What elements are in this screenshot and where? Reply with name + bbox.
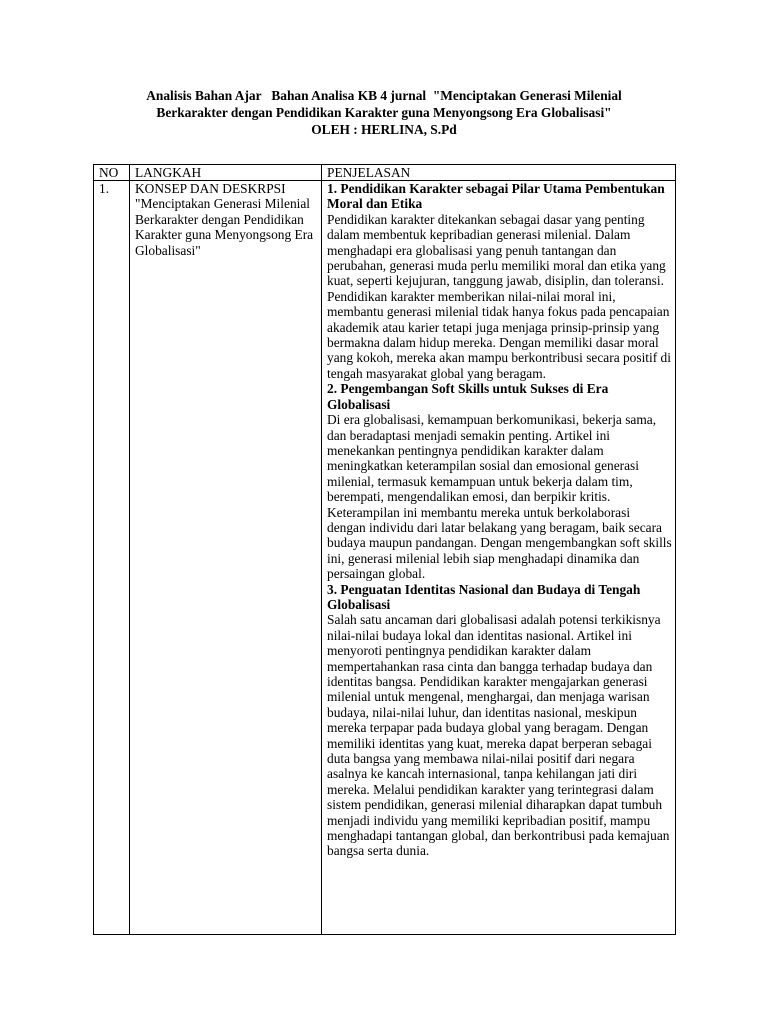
header-no: NO — [94, 165, 130, 181]
header-step: LANGKAH — [130, 165, 322, 181]
title-line-author: OLEH : HERLINA, S.Pd — [311, 122, 457, 137]
section-3-body: Salah satu ancaman dari globalisasi adalah potensi terkikisnya nilai-nilai budaya lokal dan identitas nasional. Artikel ini menyoroti pentingnya pendidikan karakter dalam mempertahankan rasa cinta dan bangga terhadap budaya dan identitas bangsa. Pendidikan karakter mengajarkan generasi milenial untuk mengenal, menghargai, dan menjaga warisan budaya, nilai-nilai luhur, dan identitas nasional, meskipun mereka terpapar pada budaya global yang beragam. Dengan memiliki identitas yang kuat, mereka dapat berperan sebagai duta bangsa yang membawa nilai-nilai positif dari negara asalnya ke kancah internasional, tanpa kehilangan jati diri mereka. Melalui pendidikan karakter yang terintegrasi dalam sistem pendidikan, generasi milenial diharapkan dapat tumbuh menjadi individu yang memiliki kepribadian positif, mampu menghadapi tantangan global, dan berkontribusi pada kemajuan bangsa serta dunia. — [327, 612, 670, 859]
table-row — [94, 181, 676, 935]
section-2-body: Di era globalisasi, kemampuan berkomunikasi, bekerja sama, dan beradaptasi menjadi semakin penting. Artikel ini menekankan pentingnya pendidikan karakter dalam meningkatkan keterampilan sosial dan emosional generasi milenial, termasuk kemampuan untuk bekerja dalam tim, berempati, mengendalikan emosi, dan berpikir kritis. Keterampilan ini membantu mereka untuk berkolaborasi dengan individu dari latar belakang yang beragam, baik secara budaya maupun pandangan. Dengan mengembangkan soft skills ini, generasi milenial lebih siap menghadapi dinamika dan persaingan global. — [327, 412, 672, 582]
header-explanation: PENJELASAN — [322, 165, 676, 181]
table-header-row — [94, 165, 676, 181]
section-1-body: Pendidikan karakter ditekankan sebagai dasar yang penting dalam membentuk kepribadian generasi milenial. Dalam menghadapi era globalisasi yang penuh tantangan dan perubahan, generasi muda perlu memiliki moral dan etika yang kuat, seperti kejujuran, tanggung jawab, disiplin, dan toleransi. Pendidikan karakter memberikan nilai-nilai moral ini, membantu generasi milenial tidak hanya fokus pada pencapaian akademik atau karier tetapi juga menjaga prinsip-prinsip yang bermakna dalam hidup mereka. Dengan memiliki dasar moral yang kokoh, mereka akan mampu berkontribusi secara positif di tengah masyarakat global yang beragam. — [327, 211, 671, 381]
title-line-2: Berkarakter dengan Pendidikan Karakter guna Menyongsong Era Globalisasi" — [156, 105, 612, 120]
step-detail: "Menciptakan Generasi Milenial Berkarakter dengan Pendidikan Karakter guna Menyongsong Era Globalisasi" — [135, 196, 314, 258]
section-3-heading: 3. Penguatan Identitas Nasional dan Budaya di Tengah Globalisasi — [327, 581, 641, 612]
step-title: KONSEP DAN DESKRPSI — [135, 181, 286, 196]
cell-step — [130, 181, 322, 935]
cell-no: 1. — [94, 181, 130, 935]
title-line-1: Analisis Bahan Ajar Bahan Analisa KB 4 jurnal "Menciptakan Generasi Milenial — [146, 88, 622, 103]
analysis-table — [93, 164, 676, 935]
cell-explanation — [322, 181, 676, 935]
section-1-heading: 1. Pendidikan Karakter sebagai Pilar Utama Pembentukan Moral dan Etika — [327, 181, 665, 212]
section-2-heading: 2. Pengembangan Soft Skills untuk Sukses di Era Globalisasi — [327, 381, 609, 412]
document-title — [93, 87, 675, 138]
